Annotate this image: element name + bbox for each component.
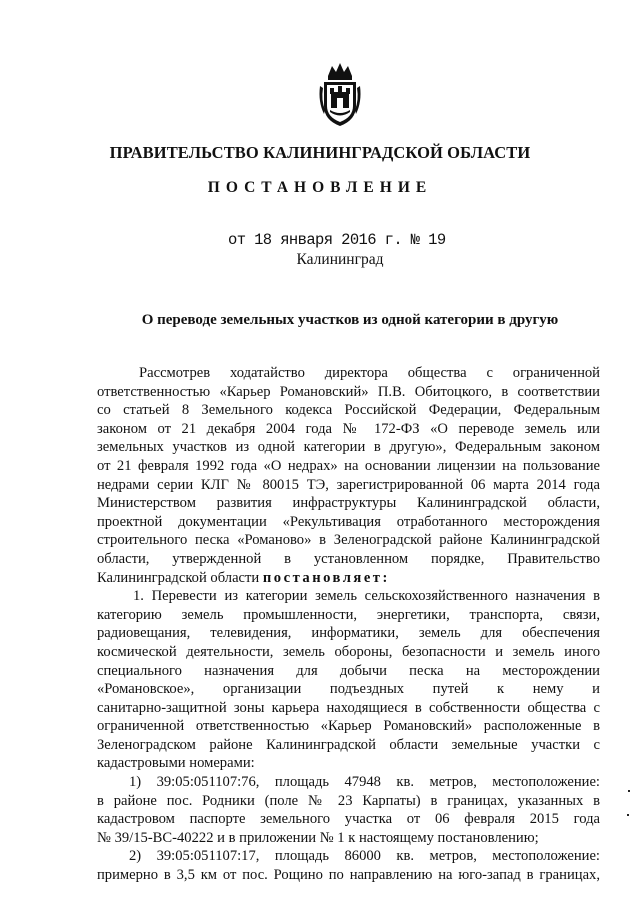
text-line: ответственностью «Карьер Романовский» П.В. Обитоцкого, в соответствии <box>97 383 600 400</box>
text-line: кадастровом паспорте земельного участка от 06 февраля 2015 года <box>97 811 600 828</box>
text-line: 1) 39:05:051107:76, площадь 47948 кв. метров, местоположение: <box>129 774 600 791</box>
text-line: в районе пос. Родники (поле № 23 Карпаты) в границах, указанных в <box>97 792 600 809</box>
text-line: «Романовское», организации подъездных путей к нему и <box>97 681 600 698</box>
text-fragment: Калининградской области <box>97 569 260 586</box>
scan-speck <box>628 790 630 792</box>
text-line: от 21 февраля 1992 года «О недрах» на основании лицензии на пользование <box>97 457 600 474</box>
city-name: Калининград <box>296 251 384 268</box>
text-line: Рассмотрев ходатайство директора общества с ограниченной <box>139 365 600 381</box>
decree-subject: О переводе земельных участков из одной категории в другую <box>141 312 559 328</box>
text-line: 1. Перевести из категории земель сельскохозяйственного назначения в <box>133 588 600 605</box>
text-line: радиовещания, телевидения, информатики, земель для обеспечения <box>97 625 600 642</box>
scan-speck <box>627 814 629 816</box>
coat-of-arms-emblem <box>318 62 362 128</box>
text-line: примерно в 3,5 км от пос. Рощино по направлению на юго-запад в границах, <box>97 867 600 884</box>
text-line: недрами серии КЛГ № 80015 ТЭ, зарегистрированной 06 марта 2014 года <box>97 476 600 493</box>
government-title: ПРАВИТЕЛЬСТВО КАЛИНИНГРАДСКОЙ ОБЛАСТИ <box>109 143 531 162</box>
text-line: со статьей 8 Земельного кодекса Российской Федерации, Федеральным <box>97 402 600 419</box>
text-line: санитарно-защитной зоны карьера находящиеся в собственности общества с <box>97 699 600 716</box>
text-line <box>97 569 600 588</box>
text-line: ограниченной ответственностью «Карьер Романовский» расположенные в <box>97 718 600 735</box>
subitem-1-paragraph <box>97 773 600 847</box>
text-line: космической деятельности, земель обороны, безопасности и земель иного <box>97 643 600 660</box>
decree-body <box>97 364 600 885</box>
text-line: земельных участков из одной категории в другую», Федеральным законом <box>97 439 600 456</box>
text-line: кадастровыми номерами: <box>97 755 255 772</box>
preamble-paragraph <box>97 364 600 587</box>
text-line: Зеленоградском районе Калининградской области земельные участки с <box>97 736 600 753</box>
text-line: законом от 21 декабря 2004 года № 172-ФЗ «О переводе земель или <box>97 420 600 437</box>
item-1-paragraph <box>97 587 600 773</box>
text-line: категорию земель промышленности, энергетики, транспорта, связи, <box>97 606 600 623</box>
text-line: специального назначения для добычи песка на месторождении <box>97 662 600 679</box>
text-line: № 39/15-ВС-40222 и в приложении № 1 к настоящему постановлению; <box>97 829 539 846</box>
text-line: 2) 39:05:051107:17, площадь 86000 кв. метров, местоположение: <box>129 848 600 865</box>
text-line: проектной документации «Рекультивация отработанного месторождения <box>97 513 600 530</box>
decree-word: постановляет: <box>262 569 390 586</box>
document-type: ПОСТАНОВЛЕНИЕ <box>207 179 433 196</box>
date-and-number: от 18 января 2016 г. № 19 <box>228 231 446 249</box>
text-line: строительного песка «Романово» в Зеленоградской районе Калининградской <box>97 532 600 549</box>
text-line: Министерством развития инфраструктуры Калининградской области, <box>97 495 600 512</box>
subitem-2-paragraph <box>97 847 600 884</box>
text-line: области, утвержденной в установленном порядке, Правительство <box>97 550 600 567</box>
